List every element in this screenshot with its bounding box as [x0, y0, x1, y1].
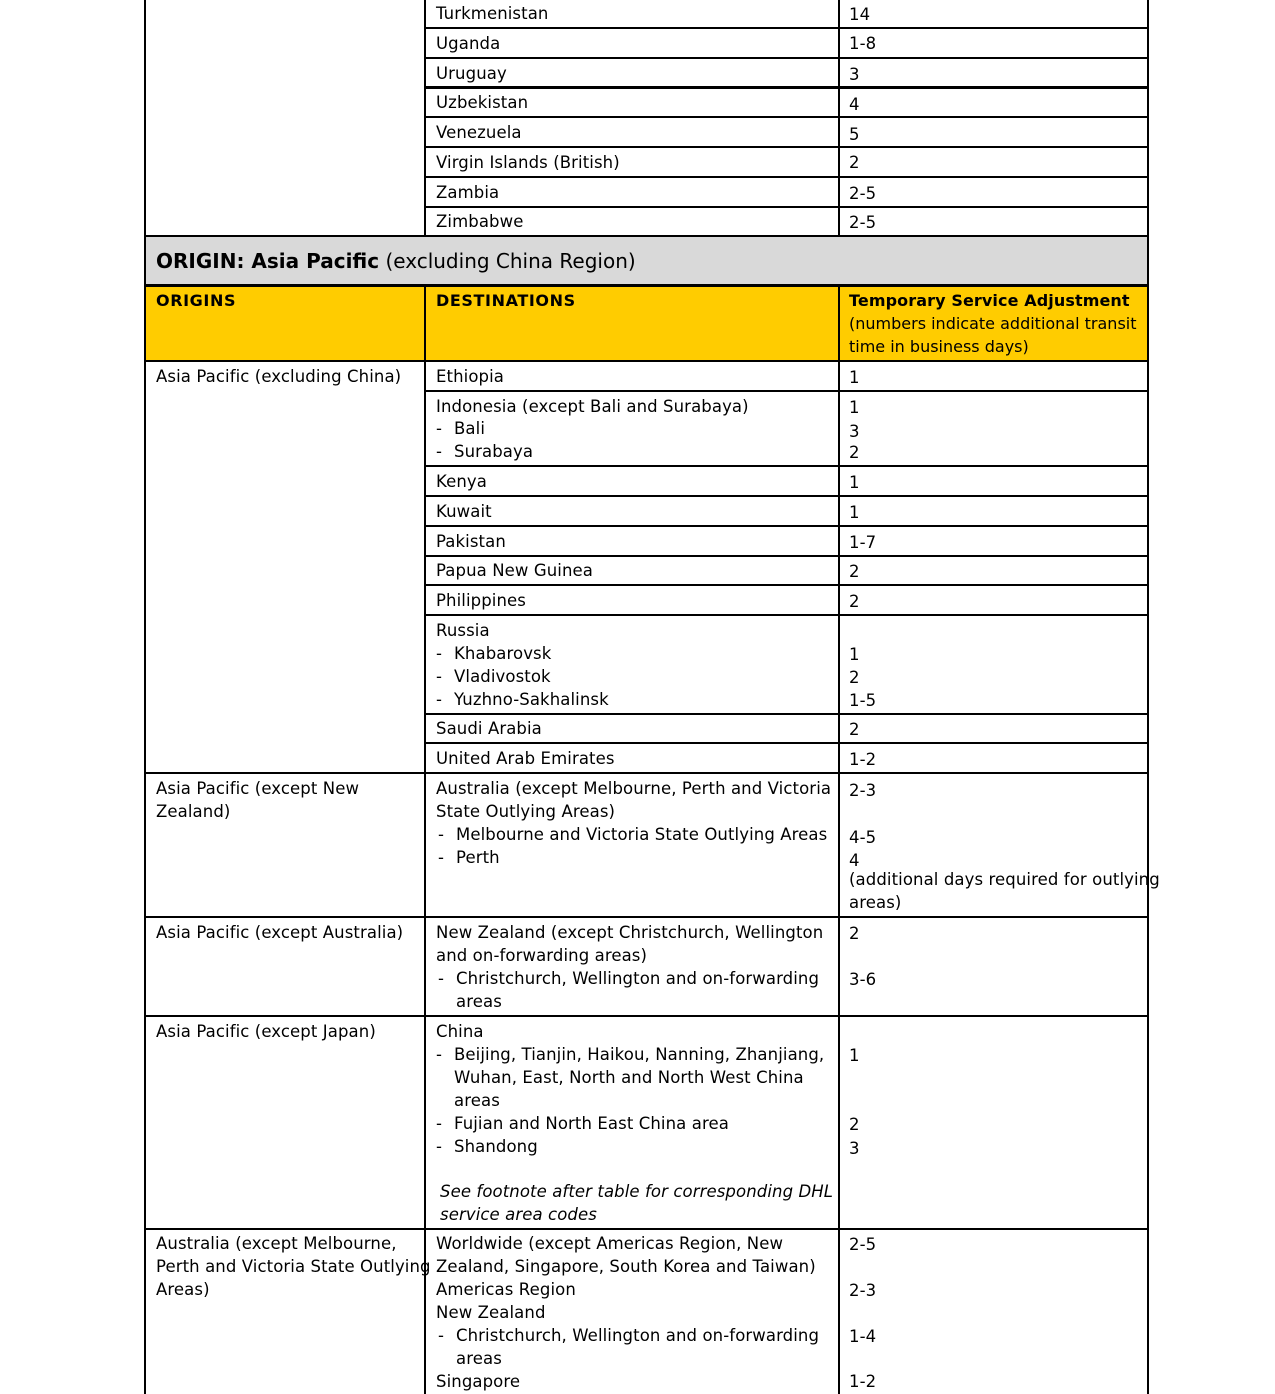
- destination-sub-item: areas: [456, 1349, 502, 1368]
- header-origins: ORIGINS: [156, 291, 237, 310]
- header-destinations: DESTINATIONS: [436, 291, 576, 310]
- destination-sub-item: [436, 1043, 824, 1066]
- bullet-dash: -: [436, 1114, 443, 1133]
- adjustment-cell: 2: [849, 443, 860, 462]
- destination-sub-item: [436, 417, 485, 440]
- destination-cell: Australia (except Melbourne, Perth and Victoria: [436, 779, 832, 798]
- section-title-rest: (excluding China Region): [379, 249, 636, 273]
- origin-cell: Asia Pacific (excluding China): [156, 367, 402, 386]
- adjustment-cell: 1-5: [849, 691, 877, 710]
- adjustment-cell: 2: [849, 562, 860, 581]
- header-adjustment-note: time in business days): [849, 337, 1029, 356]
- destination-cell: Zimbabwe: [436, 212, 524, 231]
- row-line: [424, 713, 1149, 715]
- sub-label: Yuzhno-Sakhalinsk: [454, 690, 609, 709]
- table-border-right: [1147, 0, 1149, 1394]
- destination-sub-item: [436, 440, 533, 463]
- destination-cell: Pakistan: [436, 532, 506, 551]
- row-line: [424, 495, 1149, 497]
- destination-cell: Singapore: [436, 1372, 521, 1391]
- adjustment-cell: 2: [849, 720, 860, 739]
- row-line: [424, 176, 1149, 178]
- table-border-left: [144, 0, 146, 1394]
- adjustment-cell: 2-3: [849, 1281, 877, 1300]
- destination-cell: Americas Region: [436, 1280, 576, 1299]
- destination-cell: Kuwait: [436, 502, 492, 521]
- adjustment-cell: 2-5: [849, 184, 877, 203]
- origin-cell: Asia Pacific (except Japan): [156, 1022, 376, 1041]
- sub-label: Surabaya: [454, 442, 534, 461]
- destination-cell: Venezuela: [436, 123, 522, 142]
- destination-cell: Turkmenistan: [436, 4, 549, 23]
- adjustment-cell: 2-5: [849, 213, 877, 232]
- destination-sub-item: [436, 642, 551, 665]
- adjustment-cell: 1-2: [849, 1372, 877, 1391]
- bullet-dash: -: [438, 848, 445, 867]
- adjustment-cell: 3: [849, 65, 860, 84]
- destination-cell: Philippines: [436, 591, 526, 610]
- row-line: [424, 86, 1149, 89]
- row-line: [424, 465, 1149, 467]
- adjustment-cell: 2: [849, 153, 860, 172]
- top-col-divider-2: [838, 0, 840, 237]
- destination-cell: and on-forwarding areas): [436, 946, 648, 965]
- adjustment-cell: 3-6: [849, 970, 877, 989]
- adjustment-cell: 1: [849, 473, 860, 492]
- bullet-dash: -: [436, 419, 443, 438]
- row-line: [424, 390, 1149, 392]
- destination-sub-item: Wuhan, East, North and North West China: [454, 1068, 804, 1087]
- bullet-dash: -: [438, 825, 445, 844]
- group-line: [144, 772, 1149, 774]
- bullet-dash: -: [436, 690, 443, 709]
- bullet-dash: -: [436, 442, 443, 461]
- footnote-reference: See footnote after table for corresponding DHL: [440, 1182, 834, 1201]
- destination-sub-item: areas: [456, 992, 502, 1011]
- bullet-dash: -: [436, 1045, 443, 1064]
- sub-label: Perth: [456, 848, 500, 867]
- adjustment-cell: 1-2: [849, 750, 877, 769]
- origin-cell: Asia Pacific (except New: [156, 779, 360, 798]
- destination-cell: Indonesia (except Bali and Surabaya): [436, 397, 749, 416]
- section-title-bold: ORIGIN: Asia Pacific: [156, 249, 380, 273]
- destination-cell: Worldwide (except Americas Region, New: [436, 1234, 784, 1253]
- sub-label: Shandong: [454, 1137, 538, 1156]
- sub-label: Christchurch, Wellington and on-forwarding: [456, 1326, 820, 1345]
- destination-sub-item: [438, 846, 500, 869]
- adjustment-cell: 1-4: [849, 1327, 877, 1346]
- row-line: [424, 525, 1149, 527]
- adjustment-cell: 1: [849, 398, 860, 417]
- origin-cell: Zealand): [156, 802, 231, 821]
- destination-sub-item: areas: [454, 1091, 500, 1110]
- adjustment-cell: 2-5: [849, 1235, 877, 1254]
- destination-sub-item: [438, 1324, 819, 1347]
- destination-cell: Zambia: [436, 183, 500, 202]
- adjustment-cell: 1: [849, 1046, 860, 1065]
- adjustment-cell: 3: [849, 422, 860, 441]
- group-line: [144, 1228, 1149, 1230]
- origin-cell: Perth and Victoria State Outlying: [156, 1257, 431, 1276]
- group-line: [144, 1015, 1149, 1017]
- destination-sub-item: [438, 967, 819, 990]
- destination-cell: Ethiopia: [436, 367, 505, 386]
- sub-label: Beijing, Tianjin, Haikou, Nanning, Zhanjiang,: [454, 1045, 825, 1064]
- adjustment-cell: 1: [849, 368, 860, 387]
- destination-cell: Russia: [436, 621, 490, 640]
- destination-cell: New Zealand: [436, 1303, 546, 1322]
- destination-cell: Papua New Guinea: [436, 561, 593, 580]
- sub-label: Khabarovsk: [454, 644, 552, 663]
- header-row-bottom: [144, 360, 1149, 362]
- destination-cell: Zealand, Singapore, South Korea and Taiwan): [436, 1257, 816, 1276]
- destination-sub-item: [436, 665, 551, 688]
- destination-cell: Virgin Islands (British): [436, 153, 620, 172]
- section-title: [156, 248, 636, 274]
- row-line: [424, 555, 1149, 557]
- row-line: [424, 116, 1149, 118]
- destination-cell: Uganda: [436, 34, 501, 53]
- row-line: [424, 206, 1149, 208]
- header-adjustment-title: Temporary Service Adjustment: [849, 291, 1130, 310]
- adjustment-cell: 2: [849, 592, 860, 611]
- bullet-dash: -: [438, 969, 445, 988]
- bullet-dash: -: [436, 667, 443, 686]
- adjustment-cell: 4: [849, 95, 860, 114]
- adjustment-cell: 2-3: [849, 781, 877, 800]
- destination-sub-item: [438, 823, 827, 846]
- destination-sub-item: [436, 688, 609, 711]
- sub-label: Vladivostok: [454, 667, 551, 686]
- adjustment-cell: 1-7: [849, 533, 877, 552]
- sub-label: Christchurch, Wellington and on-forwarding: [456, 969, 820, 988]
- destination-cell: United Arab Emirates: [436, 749, 615, 768]
- row-line: [424, 742, 1149, 744]
- row-line: [424, 584, 1149, 586]
- adjustment-cell: 2: [849, 1115, 860, 1134]
- adjustment-cell: 4: [849, 851, 860, 870]
- adjustment-cell: 1: [849, 503, 860, 522]
- adjustment-cell: 2: [849, 924, 860, 943]
- bullet-dash: -: [436, 1137, 443, 1156]
- destination-cell: State Outlying Areas): [436, 802, 616, 821]
- sub-label: Melbourne and Victoria State Outlying Areas: [456, 825, 828, 844]
- origin-cell: Asia Pacific (except Australia): [156, 923, 404, 942]
- adjustment-cell: 3: [849, 1139, 860, 1158]
- group-line: [144, 916, 1149, 918]
- row-line: [424, 57, 1149, 59]
- destination-cell: Kenya: [436, 472, 487, 491]
- bullet-dash: -: [438, 1326, 445, 1345]
- destination-cell: China: [436, 1022, 484, 1041]
- footnote-reference: service area codes: [440, 1205, 597, 1224]
- adjustment-cell: 1-8: [849, 34, 877, 53]
- origin-cell: Australia (except Melbourne,: [156, 1234, 397, 1253]
- destination-sub-item: [436, 1135, 538, 1158]
- adjustment-cell: 1: [849, 645, 860, 664]
- header-adjustment-note: (numbers indicate additional transit: [849, 314, 1137, 333]
- destination-cell: New Zealand (except Christchurch, Wellington: [436, 923, 824, 942]
- row-line: [424, 146, 1149, 148]
- adjustment-cell: 4-5: [849, 828, 877, 847]
- destination-cell: Uzbekistan: [436, 93, 529, 112]
- bullet-dash: -: [436, 644, 443, 663]
- adjustment-cell: 2: [849, 668, 860, 687]
- origin-cell: Areas): [156, 1280, 210, 1299]
- adjustment-cell: 5: [849, 125, 860, 144]
- destination-sub-item: [436, 1112, 729, 1135]
- sub-label: Fujian and North East China area: [454, 1114, 729, 1133]
- adjustment-cell: 14: [849, 5, 871, 24]
- row-line: [424, 614, 1149, 616]
- adjustment-note: (additional days required for outlying: [849, 870, 1160, 889]
- top-col-divider-1: [424, 0, 426, 237]
- destination-cell: Saudi Arabia: [436, 719, 542, 738]
- row-line: [424, 27, 1149, 29]
- destination-cell: Uruguay: [436, 64, 507, 83]
- sub-label: Bali: [454, 419, 485, 438]
- adjustment-note: areas): [849, 893, 902, 912]
